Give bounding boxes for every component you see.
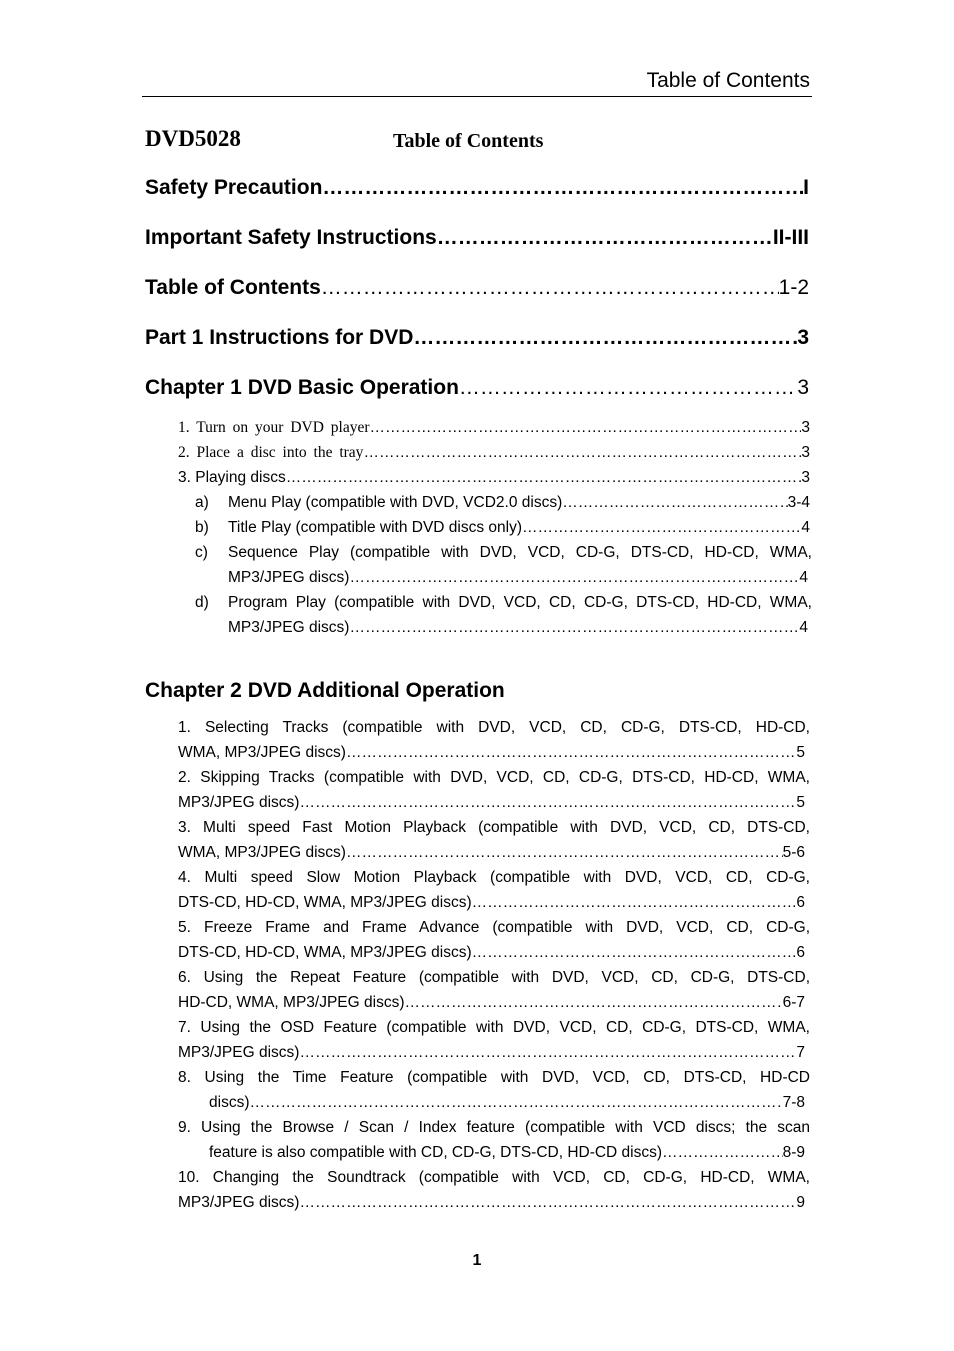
- toc-entry-page: 3: [797, 326, 809, 349]
- subitem-letter: a): [195, 494, 209, 511]
- toc-entry-page: 5: [796, 744, 805, 761]
- dot-leader: [349, 619, 799, 637]
- subitem-label: Program Play (compatible with DVD, VCD, CD, CD-G, DTS-CD, HD-CD, WMA,: [228, 594, 812, 611]
- toc-entry-label: Table of Contents: [145, 276, 321, 299]
- subitem-continuation: [228, 569, 808, 587]
- toc-entry-label: DTS-CD, HD-CD, WMA, MP3/JPEG discs): [178, 894, 472, 911]
- toc-entry-label: MP3/JPEG discs): [178, 794, 300, 811]
- toc-entry-label: HD-CD, WMA, MP3/JPEG discs): [178, 994, 405, 1011]
- dot-leader: [322, 176, 803, 200]
- toc-entry-page: II-III: [772, 226, 809, 249]
- toc-entry-label: MP3/JPEG discs): [228, 619, 350, 636]
- toc-entry-label: Menu Play (compatible with DVD, VCD2.0 discs): [228, 494, 563, 511]
- dot-leader: [472, 894, 797, 912]
- toc-entry-label: Title Play (compatible with DVD discs only): [228, 519, 523, 536]
- header-rule: [142, 96, 812, 97]
- chapter2-item-continuation: [178, 994, 805, 1012]
- toc-entry-label: Chapter 1 DVD Basic Operation: [145, 376, 459, 399]
- main-toc-entry: [145, 276, 809, 300]
- main-toc-entry: [145, 176, 809, 200]
- dot-leader: [459, 376, 797, 400]
- chapter2-item-label: 6. Using the Repeat Feature (compatible with DVD, VCD, CD, CD-G, DTS-CD,: [178, 969, 810, 986]
- chapter2-item-continuation: [178, 1194, 805, 1212]
- doc-model: DVD5028: [145, 126, 241, 151]
- dot-leader: [363, 444, 801, 462]
- toc-entry-page: 6: [796, 894, 805, 911]
- running-header: Table of Contents: [646, 69, 810, 92]
- toc-entry-label: Important Safety Instructions: [145, 226, 437, 249]
- dot-leader: [370, 419, 802, 437]
- subitem-letter: d): [195, 594, 209, 611]
- subitem-label: Sequence Play (compatible with DVD, VCD, CD-G, DTS-CD, HD-CD, WMA,: [228, 544, 812, 561]
- doc-heading: Table of Contents: [393, 130, 544, 152]
- toc-entry-page: 3: [797, 376, 809, 399]
- subitem-letter: b): [195, 519, 209, 536]
- toc-entry-page: 1-2: [778, 276, 809, 299]
- toc-entry-page: 4: [801, 519, 810, 536]
- toc-entry-label: Part 1 Instructions for DVD: [145, 326, 414, 349]
- dot-leader: [346, 744, 796, 762]
- chapter2-item-continuation: [178, 894, 805, 912]
- main-toc-entry: [145, 226, 809, 250]
- chapter2-item-continuation: [178, 844, 805, 862]
- subitem-continuation: [228, 619, 808, 637]
- toc-entry-page: 5: [796, 794, 805, 811]
- dot-leader: [249, 1094, 782, 1112]
- chapter2-item-continuation: [209, 1094, 805, 1112]
- dot-leader: [349, 569, 799, 587]
- toc-entry-page: 3: [801, 419, 810, 436]
- dot-leader: [522, 519, 801, 537]
- dot-leader: [662, 1144, 783, 1162]
- toc-entry-label: 3. Playing discs…: [178, 469, 302, 486]
- dot-leader: [301, 469, 801, 487]
- chapter2-item-continuation: [178, 1044, 805, 1062]
- subitem-entry: [228, 494, 810, 512]
- chapter2-item-label: 5. Freeze Frame and Frame Advance (compatible with DVD, VCD, CD, CD-G,: [178, 919, 810, 936]
- dot-leader: [299, 1194, 796, 1212]
- toc-entry-label: MP3/JPEG discs): [178, 1194, 300, 1211]
- dot-leader: [562, 494, 787, 512]
- toc-entry-label: 1. Turn on your DVD player: [178, 419, 370, 436]
- dot-leader: [299, 794, 796, 812]
- toc-entry-label: WMA, MP3/JPEG discs): [178, 744, 346, 761]
- toc-entry-label: DTS-CD, HD-CD, WMA, MP3/JPEG discs): [178, 944, 472, 961]
- main-toc-entry: [145, 326, 809, 350]
- toc-entry-label: WMA, MP3/JPEG discs): [178, 844, 346, 861]
- toc-entry-page: 6-7: [782, 994, 805, 1011]
- chapter2-title: Chapter 2 DVD Additional Operation: [145, 679, 505, 702]
- toc-entry-label: feature is also compatible with CD, CD-G, DTS-CD, HD-CD discs): [209, 1144, 663, 1161]
- chapter2-item-label: 8. Using the Time Feature (compatible with DVD, VCD, CD, DTS-CD, HD-CD: [178, 1069, 810, 1086]
- toc-entry-page: 3: [801, 444, 810, 461]
- subitem-letter: c): [195, 544, 208, 561]
- toc-entry-page: I: [803, 176, 809, 199]
- dot-leader: [472, 944, 797, 962]
- dot-leader: [321, 276, 779, 300]
- toc-entry-label: MP3/JPEG discs): [228, 569, 350, 586]
- chapter2-item-label: 1. Selecting Tracks (compatible with DVD, VCD, CD, CD-G, DTS-CD, HD-CD,: [178, 719, 810, 736]
- dot-leader: [346, 844, 783, 862]
- toc-entry-page: 4: [799, 569, 808, 586]
- chapter2-item-continuation: [209, 1144, 805, 1162]
- chapter2-item-label: 3. Multi speed Fast Motion Playback (compatible with DVD, VCD, CD, DTS-CD,: [178, 819, 810, 836]
- toc-entry-label: discs): [209, 1094, 250, 1111]
- dot-leader: [299, 1044, 796, 1062]
- chapter2-item-continuation: [178, 794, 805, 812]
- subitem-entry: [228, 519, 810, 537]
- dot-leader: [437, 226, 773, 250]
- toc-entry-label: 2. Place a disc into the tray: [178, 444, 364, 461]
- main-toc-entry: [145, 376, 809, 400]
- chapter1-item: [178, 419, 810, 437]
- toc-entry-page: 6: [796, 944, 805, 961]
- toc-entry-page: 5-6: [782, 844, 805, 861]
- chapter1-item: [178, 444, 810, 462]
- chapter2-item-continuation: [178, 944, 805, 962]
- toc-entry-page: 7: [796, 1044, 805, 1061]
- toc-entry-page: 9: [796, 1194, 805, 1211]
- toc-entry-label: Safety Precaution: [145, 176, 323, 199]
- chapter1-item: [178, 469, 810, 487]
- chapter2-item-label: 9. Using the Browse / Scan / Index feature (compatible with VCD discs; the scan: [178, 1119, 810, 1136]
- dot-leader: [404, 994, 782, 1012]
- chapter2-item-continuation: [178, 744, 805, 762]
- toc-entry-label: MP3/JPEG discs): [178, 1044, 300, 1061]
- page-number: 1: [472, 1252, 482, 1269]
- toc-entry-page: 3: [801, 469, 810, 486]
- dot-leader: [413, 326, 797, 350]
- toc-entry-page: 3-4: [787, 494, 810, 511]
- toc-entry-page: 8-9: [782, 1144, 805, 1161]
- toc-entry-page: 4: [799, 619, 808, 636]
- chapter2-item-label: 2. Skipping Tracks (compatible with DVD, VCD, CD, CD-G, DTS-CD, HD-CD, WMA,: [178, 769, 810, 786]
- chapter2-item-label: 4. Multi speed Slow Motion Playback (compatible with DVD, VCD, CD, CD-G,: [178, 869, 810, 886]
- chapter2-item-label: 7. Using the OSD Feature (compatible with DVD, VCD, CD, CD-G, DTS-CD, WMA,: [178, 1019, 810, 1036]
- chapter2-item-label: 10. Changing the Soundtrack (compatible with VCD, CD, CD-G, HD-CD, WMA,: [178, 1169, 810, 1186]
- toc-entry-page: 7-8: [782, 1094, 805, 1111]
